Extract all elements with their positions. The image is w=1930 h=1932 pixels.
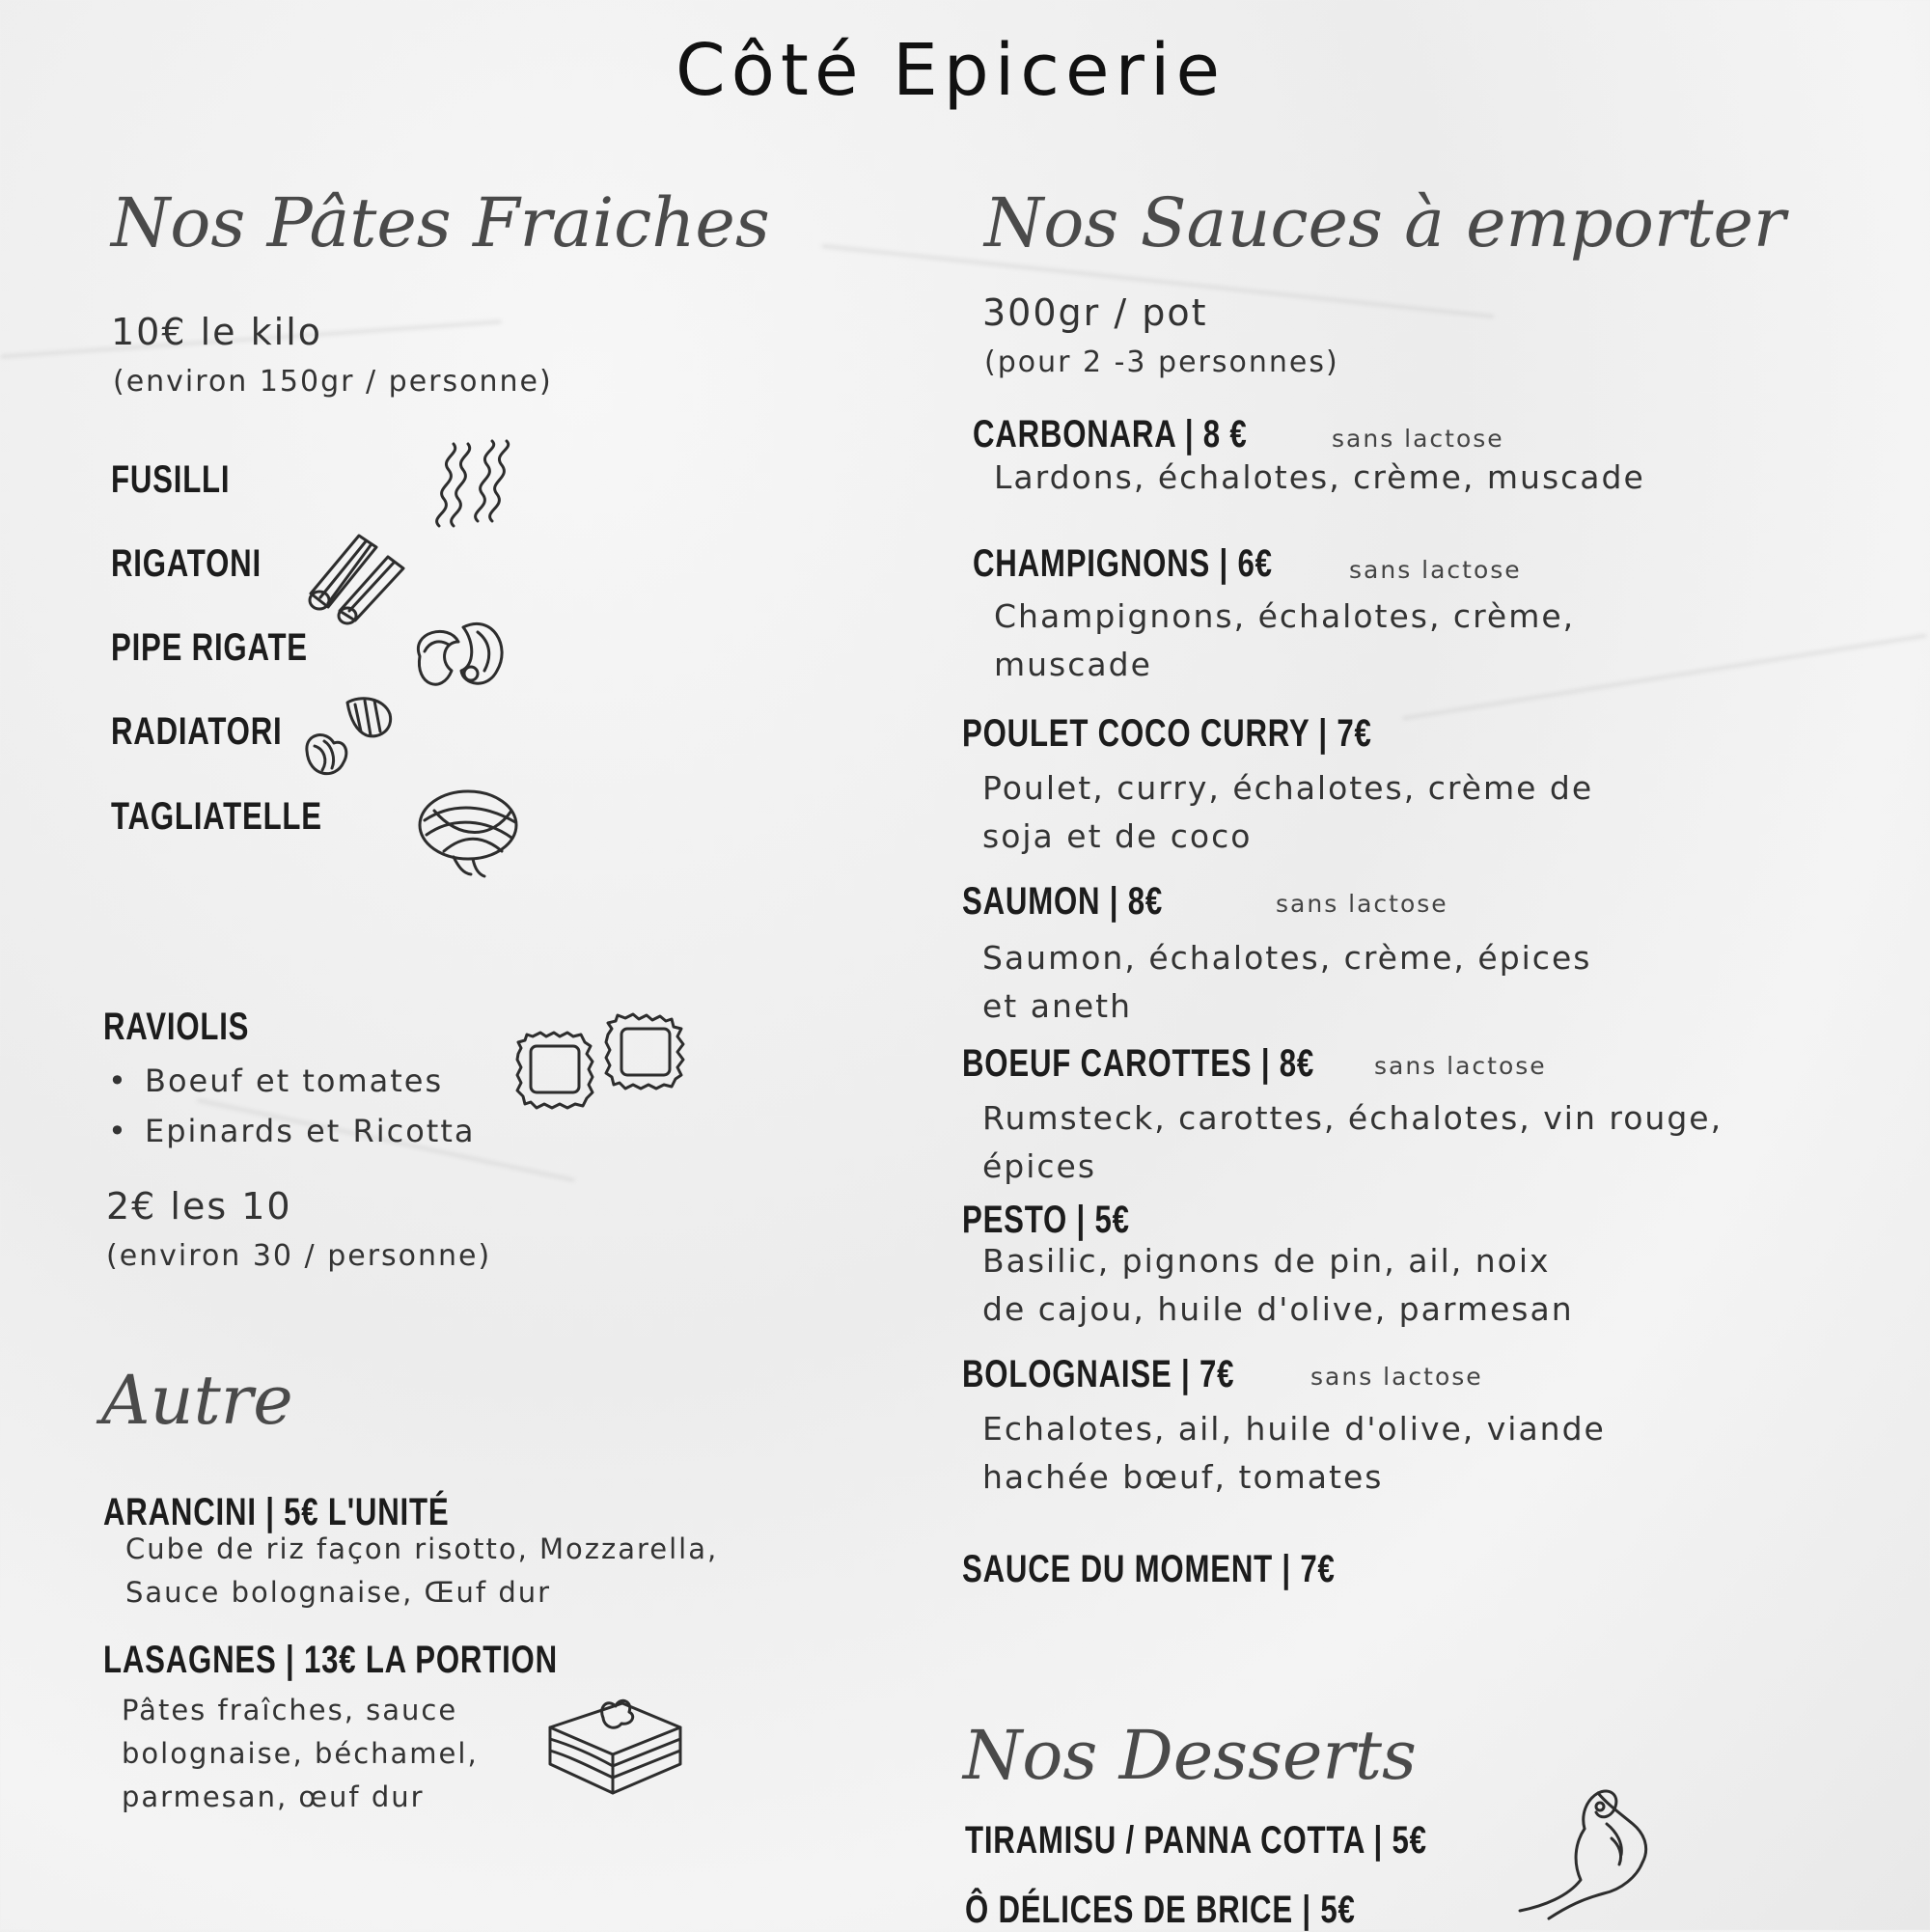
sauce-title: CARBONARA | 8 €	[973, 413, 1248, 455]
sans-lactose-tag: sans lactose	[1349, 556, 1522, 584]
sauce-title: SAUCE DU MOMENT | 7€	[962, 1548, 1336, 1590]
sauce-title: BOEUF CAROTTES | 8€	[962, 1042, 1315, 1085]
lasagne-icon	[540, 1689, 690, 1800]
sauce-desc: Echalotes, ail, huile d'olive, viande hachée bœuf, tomates	[982, 1410, 1606, 1496]
pasta-item-radiatori: RADIATORI	[111, 710, 283, 753]
raviolis-title: RAVIOLIS	[103, 1006, 250, 1048]
ravioli-option: • Epinards et Ricotta	[104, 1106, 475, 1156]
raviolis-options	[104, 1056, 475, 1156]
sauce-desc: Saumon, échalotes, crème, épices et aneth	[982, 939, 1592, 1025]
sauce-desc: Champignons, échalotes, crème, muscade	[994, 597, 1576, 683]
sauce-title: CHAMPIGNONS | 6€	[973, 542, 1273, 585]
lasagnes-title: LASAGNES | 13€ LA PORTION	[103, 1639, 558, 1681]
sauce-desc: Lardons, échalotes, crème, muscade	[994, 458, 1645, 496]
raviolis-price-note: (environ 30 / personne)	[106, 1239, 492, 1273]
pipe-rigate-icon	[405, 618, 511, 700]
arancini-desc: Cube de riz façon risotto, Mozzarella, Sauce bolognaise, Œuf dur	[125, 1532, 719, 1609]
pates-heading: Nos Pâtes Fraiches	[111, 183, 770, 262]
sans-lactose-tag: sans lactose	[1332, 425, 1504, 453]
sauce-title: PESTO | 5€	[962, 1199, 1130, 1241]
page-title: Côté Epicerie	[675, 29, 1227, 112]
sans-lactose-tag: sans lactose	[1276, 890, 1448, 918]
radiatori-icon	[297, 693, 399, 785]
lasagnes-desc: Pâtes fraîches, sauce bolognaise, béchamel, parmesan, œuf dur	[122, 1694, 479, 1813]
sauce-title: SAUMON | 8€	[962, 880, 1164, 923]
pates-price-note: (environ 150gr / personne)	[113, 365, 553, 399]
pasta-item-pipe-rigate: PIPE RIGATE	[111, 626, 308, 669]
sauces-size-note: (pour 2 -3 personnes)	[984, 345, 1339, 379]
rigatoni-icon	[301, 526, 412, 622]
pasta-item-tagliatelle: TAGLIATELLE	[111, 795, 322, 838]
pasta-item-fusilli: FUSILLI	[111, 458, 231, 501]
pasta-item-rigatoni: RIGATONI	[111, 542, 262, 585]
sauce-title: BOLOGNAISE | 7€	[962, 1353, 1235, 1395]
sauce-desc: Poulet, curry, échalotes, crème de soja et de coco	[982, 769, 1594, 855]
sauce-desc: Rumsteck, carottes, échalotes, vin rouge, épices	[982, 1099, 1723, 1185]
arancini-title: ARANCINI | 5€ L'UNITÉ	[103, 1491, 450, 1533]
sans-lactose-tag: sans lactose	[1310, 1363, 1483, 1391]
desserts-heading: Nos Desserts	[963, 1716, 1417, 1795]
raviolis-price: 2€ les 10	[106, 1185, 292, 1228]
dessert-item: TIRAMISU / PANNA COTTA | 5€	[965, 1819, 1427, 1862]
sauces-heading: Nos Sauces à emporter	[984, 183, 1786, 262]
tagliatelle-icon	[415, 782, 526, 878]
sauces-size: 300gr / pot	[982, 291, 1208, 334]
ravioli-icon	[513, 1013, 692, 1129]
autre-heading: Autre	[101, 1361, 293, 1440]
pates-price: 10€ le kilo	[111, 311, 322, 353]
sauce-title: POULET COCO CURRY | 7€	[962, 712, 1372, 755]
sans-lactose-tag: sans lactose	[1374, 1052, 1547, 1080]
sauce-desc: Basilic, pignons de pin, ail, noix de cajou, huile d'olive, parmesan	[982, 1242, 1574, 1328]
fusilli-icon	[425, 439, 521, 531]
chef-kiss-hand-icon	[1515, 1785, 1669, 1920]
ravioli-option: • Boeuf et tomates	[104, 1056, 475, 1106]
dessert-item: Ô DÉLICES DE BRICE | 5€	[965, 1889, 1356, 1931]
